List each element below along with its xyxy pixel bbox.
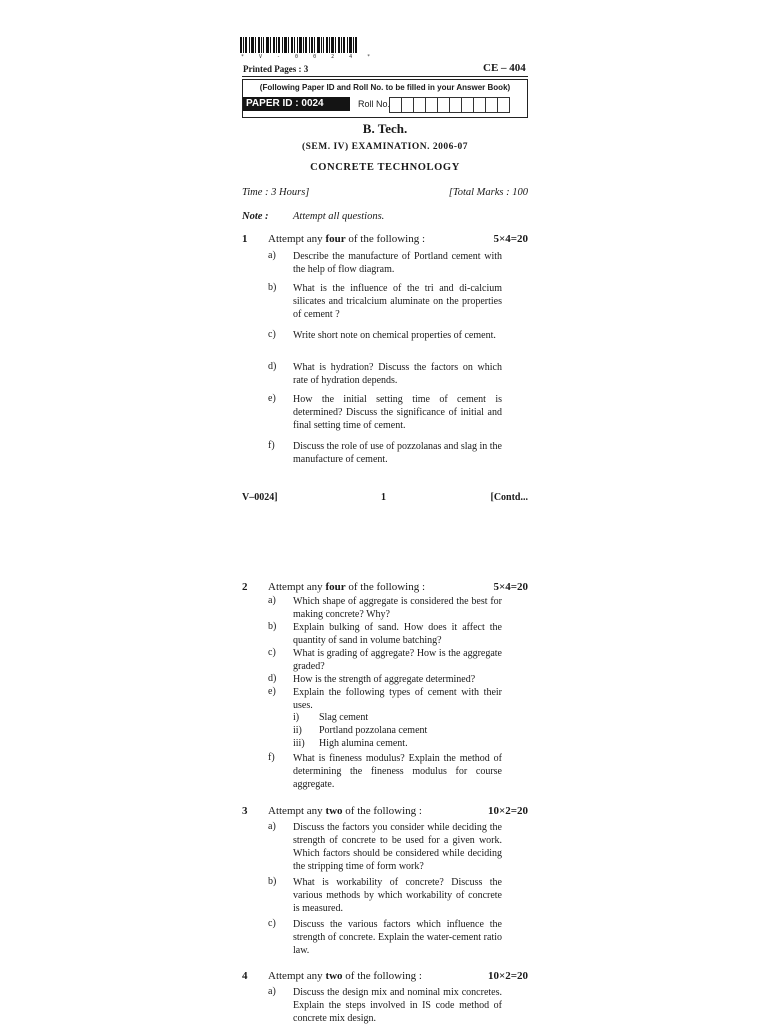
q2-e-text: Explain the following types of cement with their uses.	[293, 687, 502, 711]
page-number: 1	[381, 492, 386, 503]
q3-number: 3	[242, 805, 248, 817]
header-rule	[242, 76, 528, 77]
q1-marks: 5×4=20	[493, 233, 528, 245]
q3-marks: 10×2=20	[487, 805, 528, 817]
q1-b-text: What is the influence of the tri and di-calcium silicates and tricalcium aluminate on the properties of cement ?	[293, 283, 502, 320]
q2-e-i-label: i)	[293, 712, 300, 723]
q2-e-ii-text: Portland pozzolana cement	[319, 725, 428, 736]
q1-d-text: What is hydration? Discuss the factors on which rate of hydration depends.	[293, 362, 502, 386]
q2-instruction: Attempt any four of the following :	[268, 581, 426, 593]
q2-b-label: b)	[268, 621, 277, 632]
roll-no-label: Roll No.	[358, 99, 391, 109]
q4-number: 4	[242, 970, 248, 982]
q2-e-iii-text: High alumina cement.	[319, 738, 408, 749]
q4-marks: 10×2=20	[487, 970, 528, 982]
q2-number: 2	[242, 581, 248, 593]
q3-b-text: What is workability of concrete? Discuss the various methods by which workability of concrete is measured.	[293, 877, 502, 914]
time: Time : 3 Hours]	[242, 187, 310, 198]
q2-e-label: e)	[268, 686, 276, 697]
barcode	[240, 37, 358, 53]
printed-pages: Printed Pages : 3	[243, 64, 309, 74]
footer-code: V–0024]	[242, 492, 278, 503]
q2-b-text: Explain bulking of sand. How does it affect the quantity of sand in volume batching?	[293, 622, 502, 646]
q2-d-label: d)	[268, 673, 277, 684]
q1-instruction: Attempt any four of the following :	[268, 233, 426, 245]
q1-e-text: How the initial setting time of cement is determined? Discuss the significance of initial and final setting time of cement.	[293, 394, 502, 431]
note-text: Attempt all questions.	[293, 211, 385, 222]
note-label: Note :	[242, 211, 269, 222]
q1-a-text: Describe the manufacture of Portland cement with the help of flow diagram.	[293, 251, 502, 275]
roll-no-boxes	[390, 97, 510, 113]
q2-a-label: a)	[268, 595, 276, 606]
q1-f-label: f)	[268, 440, 275, 451]
q1-b-label: b)	[268, 282, 277, 293]
q2-d-text: How is the strength of aggregate determined?	[293, 674, 476, 685]
q3-a-text: Discuss the factors you consider while deciding the strength of concrete to be used for a given work. Which factors should be considered while deciding the stripping time of form work?	[293, 822, 502, 872]
degree: B. Tech.	[362, 121, 408, 136]
q1-d-label: d)	[268, 361, 277, 372]
subject: CONCRETE TECHNOLOGY	[310, 162, 460, 173]
total-marks: [Total Marks : 100	[448, 187, 528, 198]
q2-e-i-text: Slag cement	[319, 712, 369, 723]
q3-c-text: Discuss the various factors which influence the strength of concrete. Explain the water-cement ratio law.	[293, 919, 502, 956]
q2-f-text: What is fineness modulus? Explain the method of determining the fineness modulus for course aggregate.	[293, 753, 502, 790]
q2-a-text: Which shape of aggregate is considered the best for making concrete? Why?	[293, 596, 502, 620]
q2-c-label: c)	[268, 647, 276, 658]
course-code: CE – 404	[483, 62, 526, 74]
q1-number: 1	[242, 233, 248, 245]
notice-text: (Following Paper ID and Roll No. to be filled in your Answer Book)	[259, 83, 511, 92]
q4-instruction: Attempt any two of the following :	[268, 970, 422, 982]
q4-a-text: Discuss the design mix and nominal mix concretes. Explain the steps involved in IS code method of concrete mix design.	[293, 987, 502, 1024]
q1-c-text: Write short note on chemical properties of cement.	[293, 330, 496, 341]
q2-c-text: What is grading of aggregate? How is the aggregate graded?	[293, 648, 502, 672]
q1-c-label: c)	[268, 329, 276, 340]
q2-e-iii-label: iii)	[293, 738, 305, 749]
q2-e-ii-label: ii)	[293, 725, 302, 736]
q3-a-label: a)	[268, 821, 276, 832]
paper-id: PAPER ID : 0024	[243, 97, 350, 111]
q1-a-label: a)	[268, 250, 276, 261]
q1-e-label: e)	[268, 393, 276, 404]
q3-instruction: Attempt any two of the following :	[268, 805, 422, 817]
q4-a-label: a)	[268, 986, 276, 997]
q3-c-label: c)	[268, 918, 276, 929]
q1-f-text: Discuss the role of use of pozzolanas and slag in the manufacture of cement.	[293, 441, 502, 465]
q2-marks: 5×4=20	[493, 581, 528, 593]
q3-b-label: b)	[268, 876, 277, 887]
barcode-digits: * V - 0 0 2 4 *	[241, 54, 377, 60]
q2-f-label: f)	[268, 752, 275, 763]
footer-contd: [Contd...	[490, 492, 528, 503]
session: (SEM. IV) EXAMINATION. 2006-07	[301, 142, 469, 152]
